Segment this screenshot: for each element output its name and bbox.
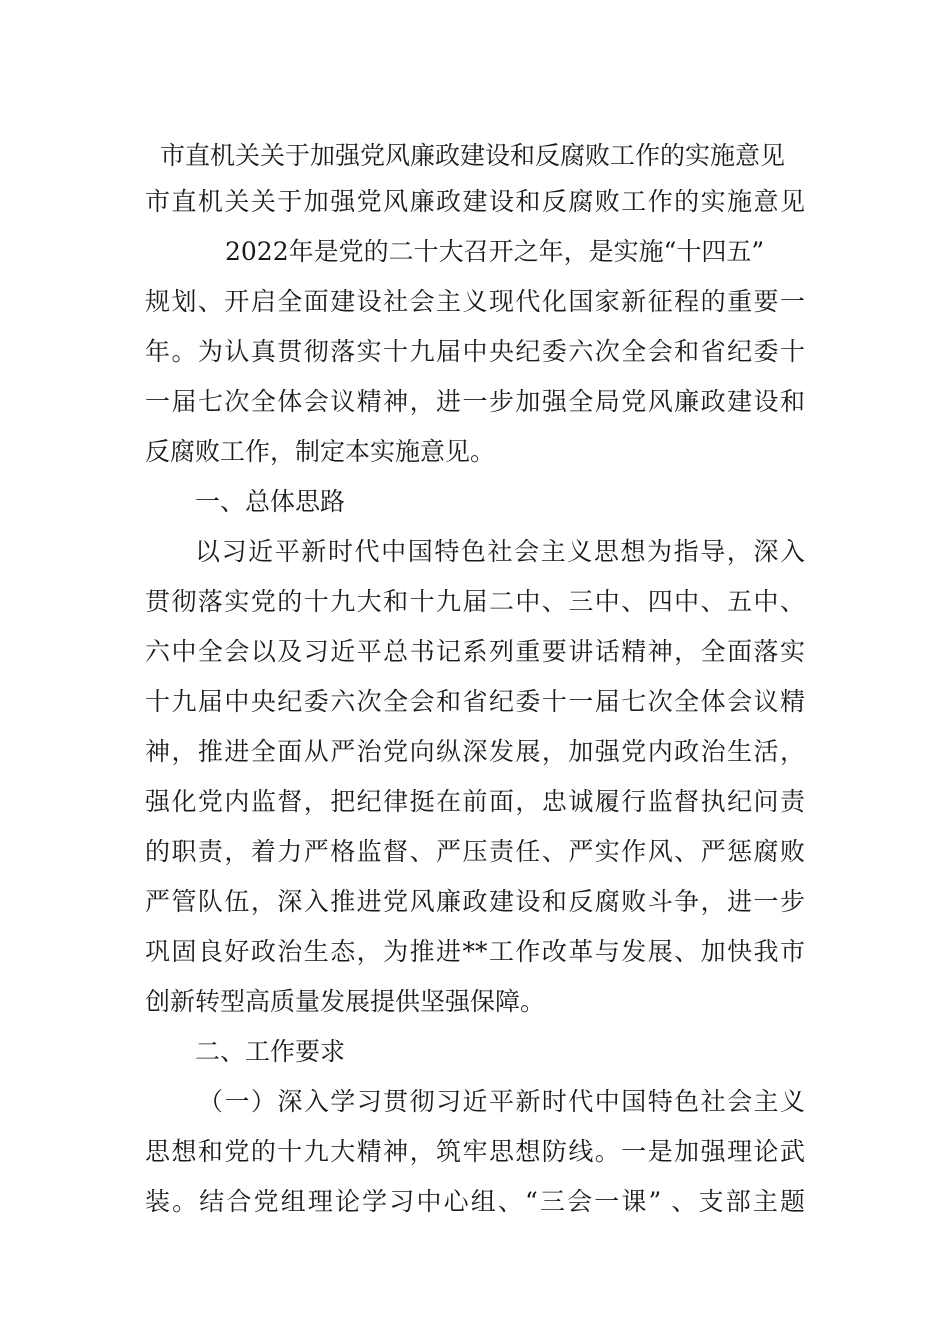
section1-paragraph-line-1: 以习近平新时代中国特色社会主义思想为指导，深入 xyxy=(195,537,805,566)
intro-paragraph-line-3: 年。为认真贯彻落实十九届中央纪委六次全会和省纪委十 xyxy=(145,337,805,366)
section1-paragraph-line-5: 神，推进全面从严治党向纵深发展，加强党内政治生活， xyxy=(145,737,805,766)
section2-paragraph-line-3: 装。结合党组理论学习中心组、“三会一课” 、支部主题 xyxy=(145,1187,805,1216)
document-title-line-1: 市直机关关于加强党风廉政建设和反腐败工作的实施意见 xyxy=(160,141,786,170)
section2-paragraph-line-2: 思想和党的十九大精神，筑牢思想防线。一是加强理论武 xyxy=(145,1137,805,1166)
intro-paragraph-line-5: 反腐败工作，制定本实施意见。 xyxy=(145,437,496,466)
section1-paragraph-line-3: 六中全会以及习近平总书记系列重要讲话精神，全面落实 xyxy=(145,637,805,666)
intro-paragraph-line-2: 规划、开启全面建设社会主义现代化国家新征程的重要一 xyxy=(145,287,805,316)
section1-paragraph-line-2: 贯彻落实党的十九大和十九届二中、三中、四中、五中、 xyxy=(145,587,805,616)
section1-paragraph-line-6: 强化党内监督，把纪律挺在前面，忠诚履行监督执纪问责 xyxy=(145,787,805,816)
document-title-line-2: 市直机关关于加强党风廉政建设和反腐败工作的实施意见 xyxy=(145,187,805,216)
section1-paragraph-line-10: 创新转型高质量发展提供坚强保障。 xyxy=(145,987,546,1016)
section1-paragraph-line-9: 巩固良好政治生态，为推进**工作改革与发展、加快我市 xyxy=(145,937,805,966)
section2-paragraph-line-1: （一）深入学习贯彻习近平新时代中国特色社会主义 xyxy=(198,1087,805,1116)
section2-heading: 二、工作要求 xyxy=(195,1037,346,1066)
section1-paragraph-line-8: 严管队伍，深入推进党风廉政建设和反腐败斗争，进一步 xyxy=(145,887,805,916)
section1-paragraph-line-7: 的职责，着力严格监督、严压责任、严实作风、严惩腐败 xyxy=(145,837,805,866)
section1-paragraph-line-4: 十九届中央纪委六次全会和省纪委十一届七次全体会议精 xyxy=(145,687,805,716)
section1-heading: 一、总体思路 xyxy=(195,487,346,516)
intro-paragraph-line-4: 一届七次全体会议精神，进一步加强全局党风廉政建设和 xyxy=(145,387,805,416)
intro-paragraph-line-1: 2022年是党的二十大召开之年，是实施“十四五” xyxy=(225,237,765,266)
